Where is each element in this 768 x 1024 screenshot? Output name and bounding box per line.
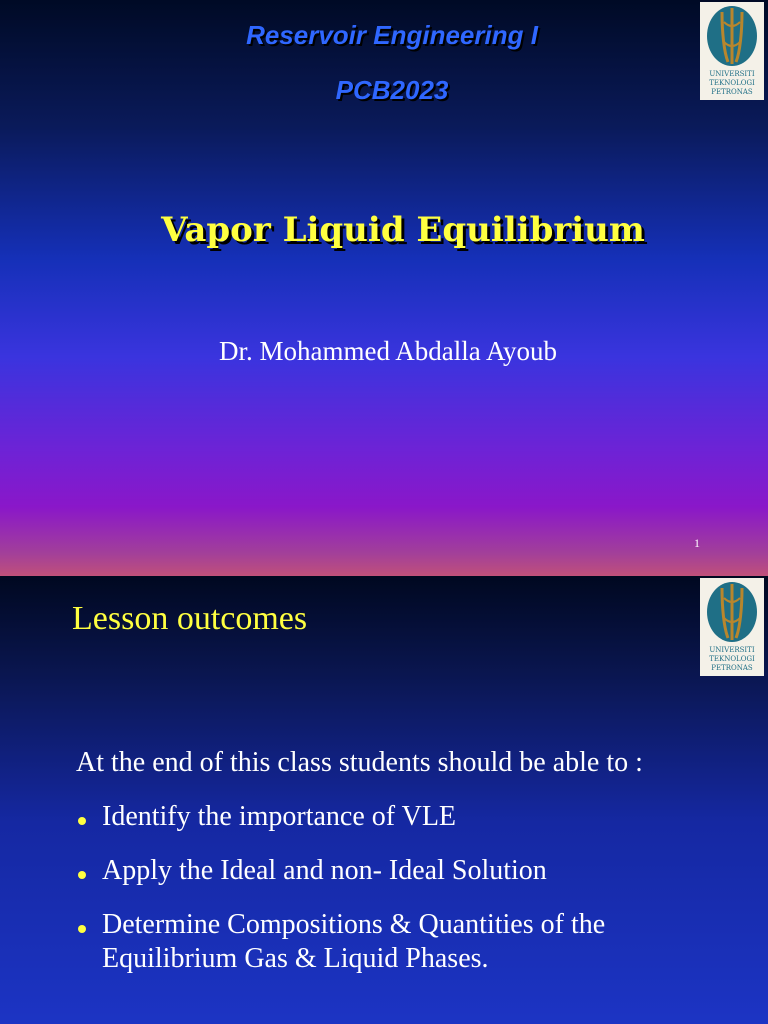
logo-text-line1: UNIVERSITI — [709, 70, 755, 78]
logo-text-line3: PETRONAS — [711, 88, 753, 96]
logo-text-line2: TEKNOLOGI — [709, 655, 755, 663]
bullet-icon — [78, 925, 86, 933]
intro-text: At the end of this class students should be able to : — [76, 747, 643, 778]
bullet-item — [76, 854, 716, 888]
slide-heading: Lesson outcomes — [72, 600, 308, 637]
bullet-text: Identify the importance of VLE — [102, 801, 457, 832]
bullet-icon — [78, 871, 86, 879]
bullet-item — [76, 800, 716, 834]
bullet-text: Apply the Ideal and non- Ideal Solution — [102, 855, 547, 886]
author-name: Dr. Mohammed Abdalla Ayoub — [219, 336, 557, 366]
outcomes-list — [76, 746, 716, 976]
logo-text-line3: PETRONAS — [711, 664, 753, 672]
bullet-item — [76, 908, 716, 976]
logo-text-line2: TEKNOLOGI — [709, 79, 755, 87]
course-code: PCB2023 — [335, 75, 449, 105]
bullet-icon — [78, 817, 86, 825]
slide-number: 1 — [694, 536, 700, 550]
slide-title: Vapor Liquid Equilibrium — [161, 210, 645, 250]
logo-text-line1: UNIVERSITI — [709, 646, 755, 654]
utp-logo — [700, 578, 764, 676]
course-title: Reservoir Engineering I — [246, 20, 538, 50]
lesson-outcomes-slide — [0, 576, 768, 1024]
bullet-text: Determine Compositions & Quantities of the Equilibrium Gas & Liquid Phases. — [102, 909, 606, 974]
